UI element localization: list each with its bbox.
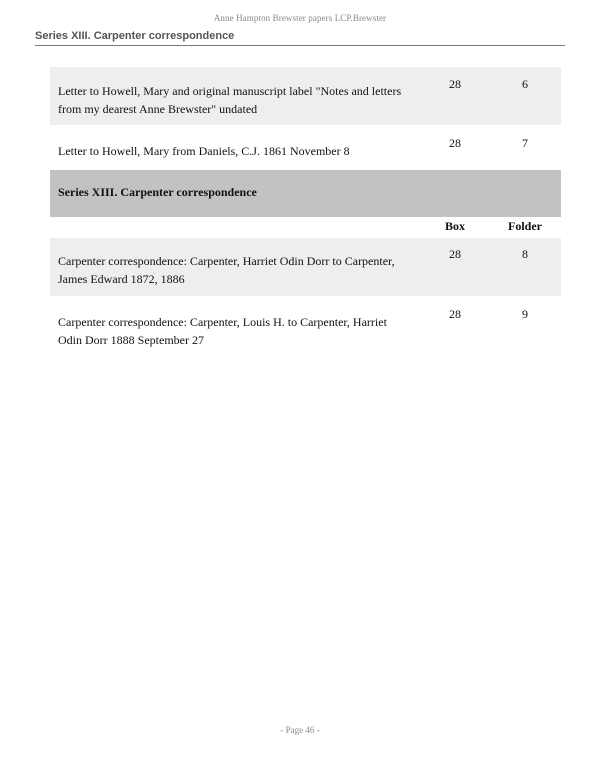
table-row (50, 125, 561, 170)
row-description: Letter to Howell, Mary and original manuscript label "Notes and letters from my dearest Anne Brewster" undated (58, 84, 402, 116)
row-description: Carpenter correspondence: Carpenter, Harriet Odin Dorr to Carpenter, James Edward 1872, 1886 (58, 254, 395, 286)
table-row (50, 296, 561, 354)
row-box: 28 (449, 247, 461, 261)
page-number: - Page 46 - (280, 725, 320, 735)
row-box: 28 (449, 136, 461, 150)
table-row (50, 67, 561, 125)
row-folder: 9 (522, 307, 528, 321)
series-heading (50, 170, 561, 217)
row-description: Carpenter correspondence: Carpenter, Louis H. to Carpenter, Harriet Odin Dorr 1888 September 27 (58, 315, 387, 347)
document-header: Anne Hampton Brewster papers LCP.Brewster (213, 13, 387, 23)
column-header-folder: Folder (508, 219, 542, 233)
header-divider (35, 45, 565, 46)
row-folder: 6 (522, 77, 528, 91)
row-folder: 8 (522, 247, 528, 261)
row-folder: 7 (522, 136, 528, 150)
row-box: 28 (449, 307, 461, 321)
running-section-title: Series XIII. Carpenter correspondence (35, 30, 235, 42)
column-header-box: Box (444, 219, 465, 233)
table-row (50, 238, 561, 296)
series-title: Series XIII. Carpenter correspondence (58, 185, 257, 199)
row-box: 28 (449, 77, 461, 91)
row-description: Letter to Howell, Mary from Daniels, C.J. 1861 November 8 (58, 144, 350, 158)
